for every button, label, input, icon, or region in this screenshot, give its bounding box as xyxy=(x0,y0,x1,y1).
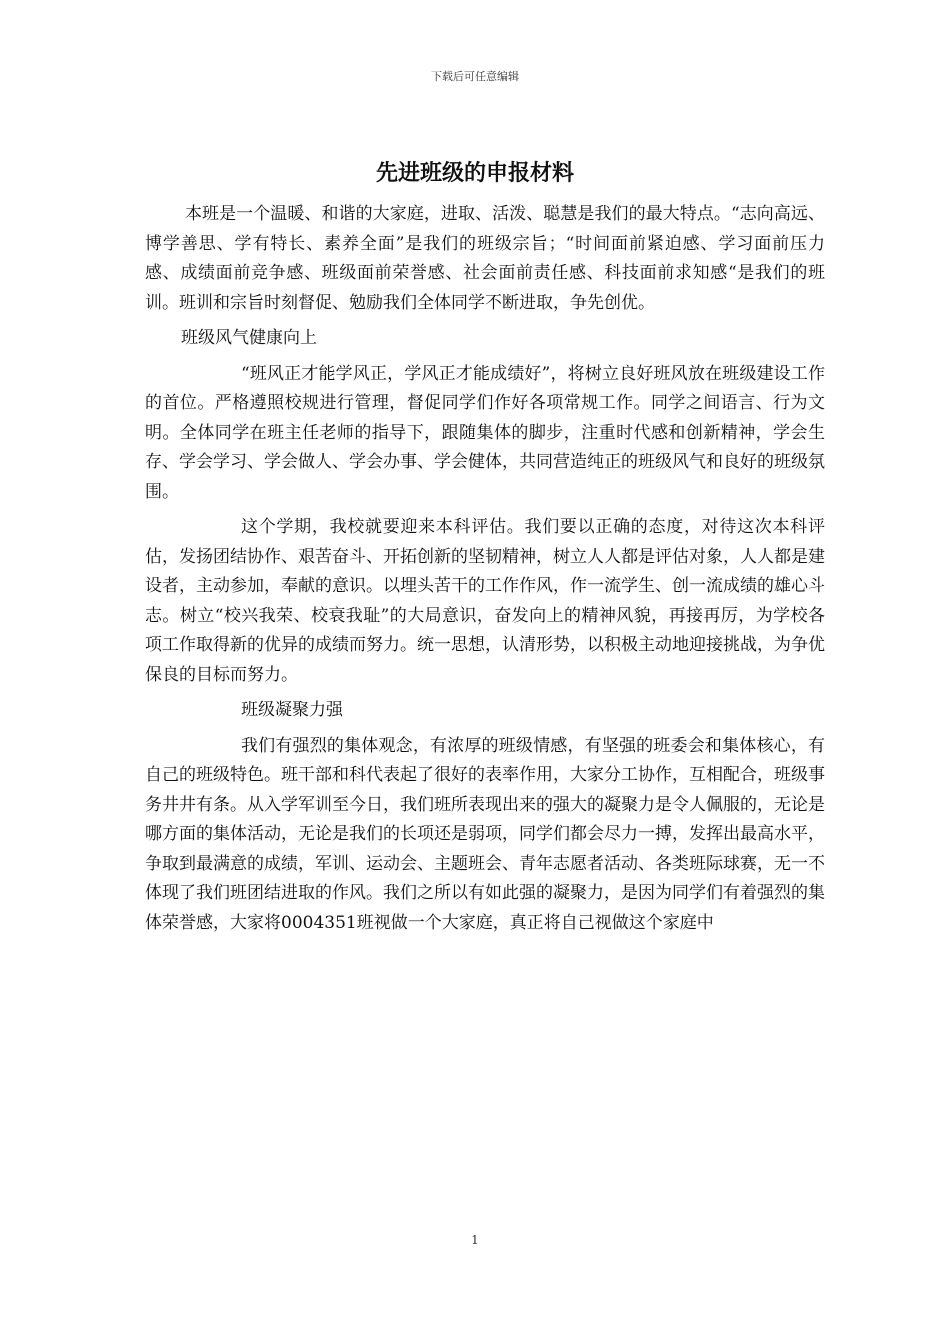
page-header: 下载后可任意编辑 xyxy=(431,70,519,83)
section-heading-class-atmosphere: 班级风气健康向上 xyxy=(181,328,317,348)
section-heading-cohesion: 班级凝聚力强 xyxy=(241,700,343,720)
page-number: 1 xyxy=(471,1233,479,1247)
paragraph-intro: 本班是一个温暖、和谐的大家庭，进取、活泼、聪慧是我们的最大特点。“志向高远、博学善思、学有特长、素养全面”是我们的班级宗旨；“时间面前紧迫感、学习面前压力感、成绩面前竞争感、班级面前荣誉感、社会面前责任感、科技面前求知感“是我们的班训。班训和宗旨时刻督促、勉励我们全体同学不断进取，争先创优。 xyxy=(145,204,825,313)
document-title: 先进班级的申报材料 xyxy=(375,161,574,186)
paragraph-evaluation: 这个学期，我校就要迎来本科评估。我们要以正确的态度，对待这次本科评估，发扬团结协作、艰苦奋斗、开拓创新的坚韧精神，树立人人都是评估对象，人人都是建设者，主动参加，奉献的意识。以埋头苦干的工作作风，作一流学生、创一流成绩的雄心斗志。树立“校兴我荣、校衰我耻”的大局意识，奋发向上的精神风貌，再接再厉，为学校各项工作取得新的优异的成绩而努力。统一思想，认清形势，以积极主动地迎接挑战，为争优保良的目标而努力。 xyxy=(145,517,825,685)
paragraph-cohesion: 我们有强烈的集体观念，有浓厚的班级情感，有坚强的班委会和集体核心，有自己的班级特色。班干部和科代表起了很好的表率作用，大家分工协作，互相配合，班级事务井井有条。从入学军训至今日，我们班所表现出来的强大的凝聚力是令人佩服的，无论是哪方面的集体活动，无论是我们的长项还是弱项，同学们都会尽力一搏，发挥出最高水平，争取到最满意的成绩，军训、运动会、主题班会、青年志愿者活动、各类班际球赛，无一不体现了我们班团结进取的作风。我们之所以有如此强的凝聚力，是因为同学们有着强烈的集体荣誉感，大家将0004351班视做一个大家庭，真正将自己视做这个家庭中 xyxy=(145,735,825,933)
document-body xyxy=(145,200,825,938)
paragraph-class-style: “班风正才能学风正，学风正才能成绩好”，将树立良好班风放在班级建设工作的首位。严格遵照校规进行管理，督促同学们作好各项常规工作。同学之间语言、行为文明。全体同学在班主任老师的指导下，跟随集体的脚步，注重时代感和创新精神，学会生存、学会学习、学会做人、学会办事、学会健体，共同营造纯正的班级风气和良好的班级氛围。 xyxy=(145,363,825,502)
